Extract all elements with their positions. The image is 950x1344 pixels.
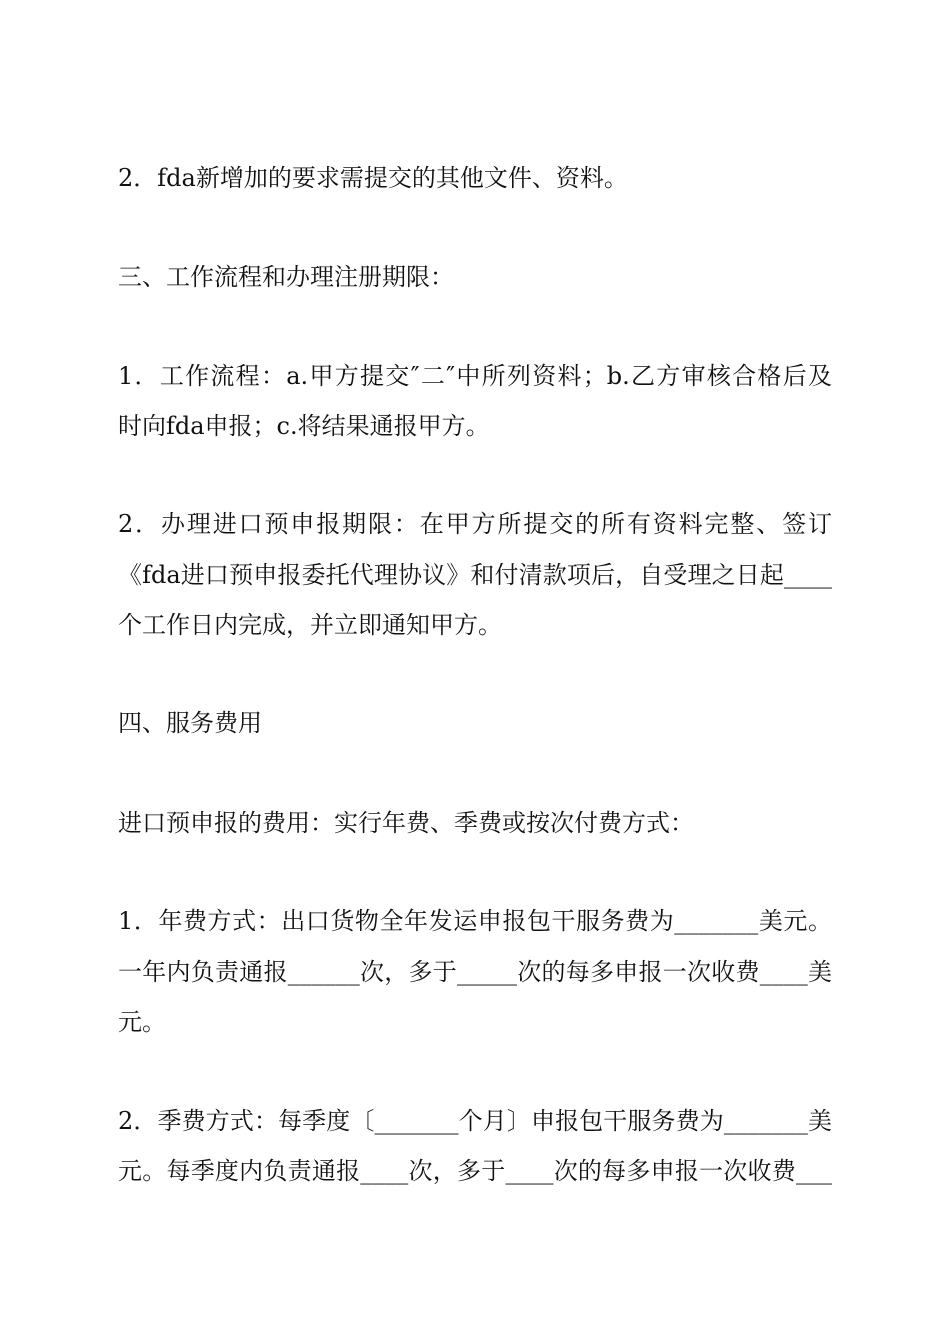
deadline-line-3: 个工作日内完成，并立即通知甲方。 <box>118 611 502 639</box>
deadline-line-1: 2．办理进口预申报期限：在甲方所提交的所有资料完整、签订 <box>118 510 832 538</box>
item-2-other-documents: 2．fda新增加的要求需提交的其他文件、资料。 <box>118 164 628 192</box>
fee-intro: 进口预申报的费用：实行年费、季费或按次付费方式： <box>118 809 694 837</box>
deadline-line-2: 《fda进口预申报委托代理协议》和付清款项后，自受理之日起____ <box>118 561 832 589</box>
workflow-line-1: 1．工作流程：a.甲方提交″二″中所列资料；b.乙方审核合格后及 <box>118 362 832 390</box>
quarterly-fee-line-1: 2．季费方式：每季度〔_______个月〕申报包干服务费为_______美 <box>118 1107 832 1135</box>
section-4-heading: 四、服务费用 <box>118 709 262 737</box>
section-3-heading: 三、工作流程和办理注册期限： <box>118 263 454 291</box>
quarterly-fee-line-2: 元。每季度内负责通报____次，多于____次的每多申报一次收费___ <box>118 1157 832 1185</box>
workflow-line-2: 时向fda申报；c.将结果通报甲方。 <box>118 412 490 440</box>
annual-fee-line-2: 一年内负责通报______次，多于_____次的每多申报一次收费____美 <box>118 958 832 986</box>
annual-fee-line-1: 1．年费方式：出口货物全年发运申报包干服务费为_______美元。 <box>118 907 832 935</box>
annual-fee-line-3: 元。 <box>118 1008 166 1036</box>
